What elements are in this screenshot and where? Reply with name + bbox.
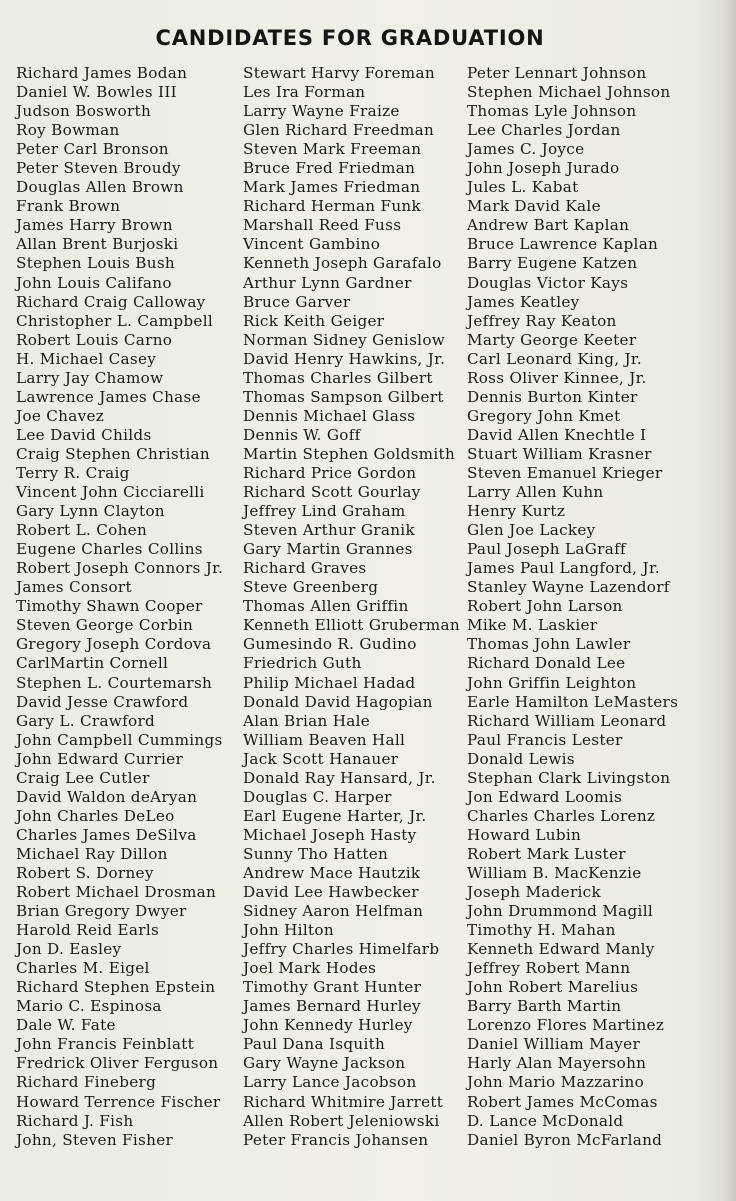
graduate-name: CarlMartin Cornell bbox=[16, 654, 169, 673]
graduate-name: Steven Arthur Granik bbox=[243, 521, 415, 540]
graduate-name: Jeffry Charles Himelfarb bbox=[243, 940, 440, 959]
graduate-name: Charles M. Eigel bbox=[16, 959, 150, 978]
graduate-name: Bruce Lawrence Kaplan bbox=[467, 235, 659, 254]
graduate-name: Robert James McComas bbox=[467, 1092, 658, 1111]
graduate-name: Ross Oliver Kinnee, Jr. bbox=[467, 368, 647, 387]
names-column-1 bbox=[16, 64, 241, 1150]
graduate-name: Stanley Wayne Lazendorf bbox=[467, 578, 670, 597]
graduate-name: Richard Herman Funk bbox=[243, 197, 422, 216]
graduate-name: Earle Hamilton LeMasters bbox=[467, 692, 679, 711]
graduate-name: Charles Charles Lorenz bbox=[467, 806, 656, 825]
graduate-name: Joseph Maderick bbox=[467, 883, 601, 902]
graduate-name: Richard James Bodan bbox=[16, 64, 188, 82]
graduate-name: Christopher L. Campbell bbox=[16, 311, 214, 330]
graduate-name: David Allen Knechtle I bbox=[467, 425, 647, 444]
graduate-name: Henry Kurtz bbox=[467, 502, 566, 521]
graduate-name: Kenneth Joseph Garafalo bbox=[243, 254, 442, 273]
graduate-name: Thomas Lyle Johnson bbox=[467, 102, 637, 121]
graduate-name: Lawrence James Chase bbox=[16, 387, 201, 406]
graduate-name: Frank Brown bbox=[16, 197, 121, 216]
graduate-name: James Consort bbox=[16, 578, 132, 597]
graduate-name: Paul Dana Isquith bbox=[243, 1035, 386, 1054]
graduate-name: Timothy H. Mahan bbox=[467, 921, 616, 940]
graduate-name: John Drummond Magill bbox=[467, 902, 654, 921]
graduate-name: Thomas Allen Griffin bbox=[243, 597, 409, 616]
graduate-name: Roy Bowman bbox=[16, 121, 120, 140]
graduate-name: John Louis Califano bbox=[16, 273, 172, 292]
graduate-name: Richard Stephen Epstein bbox=[16, 978, 216, 997]
graduate-name: Joe Chavez bbox=[16, 406, 105, 425]
graduate-name: Eugene Charles Collins bbox=[16, 540, 203, 559]
graduate-name: Daniel William Mayer bbox=[467, 1035, 641, 1054]
graduate-name: Peter Lennart Johnson bbox=[467, 64, 647, 82]
graduate-name: Gary Wayne Jackson bbox=[243, 1054, 406, 1073]
graduate-name: Gary Martin Grannes bbox=[243, 540, 413, 559]
graduate-name: James Bernard Hurley bbox=[243, 997, 421, 1016]
graduate-name: Stewart Harvy Foreman bbox=[243, 64, 435, 82]
graduate-name: Steven George Corbin bbox=[16, 616, 194, 635]
graduate-name: Stephen Michael Johnson bbox=[467, 83, 671, 102]
graduate-name: Dennis Burton Kinter bbox=[467, 387, 638, 406]
graduate-name: Paul Joseph LaGraff bbox=[467, 540, 626, 559]
graduate-name: John Griffin Leighton bbox=[467, 673, 637, 692]
graduate-name: Craig Lee Cutler bbox=[16, 768, 150, 787]
graduate-name: Jack Scott Hanauer bbox=[243, 749, 399, 768]
graduate-name: Larry Lance Jacobson bbox=[243, 1073, 417, 1092]
graduate-name: David Lee Hawbecker bbox=[243, 883, 419, 902]
graduate-name: Richard Graves bbox=[243, 559, 367, 578]
graduate-name: Stephan Clark Livingston bbox=[467, 768, 671, 787]
graduate-name: Larry Jay Chamow bbox=[16, 368, 164, 387]
graduate-name: Craig Stephen Christian bbox=[16, 444, 210, 463]
graduate-name: Robert Louis Carno bbox=[16, 330, 173, 349]
graduate-name: Lorenzo Flores Martinez bbox=[467, 1016, 665, 1035]
graduate-name: Barry Barth Martin bbox=[467, 997, 622, 1016]
graduate-name: Peter Steven Broudy bbox=[16, 159, 181, 178]
graduate-name: Peter Carl Bronson bbox=[16, 140, 169, 159]
graduate-name: Dennis Michael Glass bbox=[243, 406, 416, 425]
graduate-name: Dale W. Fate bbox=[16, 1016, 116, 1035]
graduate-name: Barry Eugene Katzen bbox=[467, 254, 638, 273]
graduate-name: Bruce Garver bbox=[243, 292, 351, 311]
graduate-name: James C. Joyce bbox=[467, 140, 585, 159]
graduate-name: Arthur Lynn Gardner bbox=[243, 273, 412, 292]
graduate-name: Daniel Byron McFarland bbox=[467, 1130, 663, 1149]
graduate-name: John Hilton bbox=[243, 921, 334, 940]
graduate-name: Paul Francis Lester bbox=[467, 730, 623, 749]
graduate-name: Lee David Childs bbox=[16, 425, 152, 444]
graduate-name: D. Lance McDonald bbox=[467, 1111, 624, 1130]
graduate-name: Terry R. Craig bbox=[16, 463, 130, 482]
graduate-name: Bruce Fred Friedman bbox=[243, 159, 416, 178]
graduate-name: Allan Brent Burjoski bbox=[16, 235, 179, 254]
graduate-name: Vincent Gambino bbox=[243, 235, 381, 254]
graduate-name: Richard Scott Gourlay bbox=[243, 483, 421, 502]
graduate-name: Gumesindo R. Gudino bbox=[243, 635, 417, 654]
graduate-name: Steven Emanuel Krieger bbox=[467, 463, 663, 482]
graduate-name: Harold Reid Earls bbox=[16, 921, 160, 940]
graduate-name: Richard Fineberg bbox=[16, 1073, 157, 1092]
graduate-name: Mark James Friedman bbox=[243, 178, 421, 197]
graduate-name: Charles James DeSilva bbox=[16, 825, 197, 844]
graduate-name: Douglas Allen Brown bbox=[16, 178, 184, 197]
graduate-name: Norman Sidney Genislow bbox=[243, 330, 446, 349]
graduate-name: Mark David Kale bbox=[467, 197, 601, 216]
graduate-name: Thomas Charles Gilbert bbox=[243, 368, 433, 387]
graduate-name: Allen Robert Jeleniowski bbox=[243, 1111, 440, 1130]
graduate-name: Howard Terrence Fischer bbox=[16, 1092, 221, 1111]
graduate-name: William Beaven Hall bbox=[243, 730, 406, 749]
graduate-name: John, Steven Fisher bbox=[16, 1130, 174, 1149]
graduate-name: William B. MacKenzie bbox=[467, 863, 642, 882]
page-title: CANDIDATES FOR GRADUATION bbox=[155, 26, 545, 50]
graduate-name: Fredrick Oliver Ferguson bbox=[16, 1054, 219, 1073]
graduate-name: James Paul Langford, Jr. bbox=[467, 559, 660, 578]
graduate-name: Brian Gregory Dwyer bbox=[16, 902, 187, 921]
names-column-3 bbox=[466, 64, 702, 1150]
graduate-name: Jeffrey Ray Keaton bbox=[467, 311, 617, 330]
graduate-name: Robert L. Cohen bbox=[16, 521, 148, 540]
graduate-name: John Francis Feinblatt bbox=[16, 1035, 195, 1054]
graduate-name: Friedrich Guth bbox=[243, 654, 362, 673]
page-edge-shadow bbox=[722, 0, 736, 1201]
graduate-name: Jules L. Kabat bbox=[467, 178, 579, 197]
graduate-name: Gregory Joseph Cordova bbox=[16, 635, 212, 654]
graduate-name: Gary L. Crawford bbox=[16, 711, 156, 730]
graduate-name: John Robert Marelius bbox=[467, 978, 639, 997]
graduate-name: Mario C. Espinosa bbox=[16, 997, 162, 1016]
graduate-name: Thomas John Lawler bbox=[467, 635, 631, 654]
graduate-name: Philip Michael Hadad bbox=[243, 673, 416, 692]
graduate-name: Gary Lynn Clayton bbox=[16, 502, 165, 521]
graduate-name: Lee Charles Jordan bbox=[467, 121, 621, 140]
graduate-name: Douglas C. Harper bbox=[243, 787, 392, 806]
graduate-name: James Harry Brown bbox=[16, 216, 173, 235]
graduate-name: Sidney Aaron Helfman bbox=[243, 902, 424, 921]
graduate-name: Jon D. Easley bbox=[16, 940, 122, 959]
graduate-name: Jeffrey Robert Mann bbox=[467, 959, 631, 978]
graduate-name: Joel Mark Hodes bbox=[243, 959, 377, 978]
graduate-name: Richard Price Gordon bbox=[243, 463, 417, 482]
graduate-name: Robert John Larson bbox=[467, 597, 623, 616]
graduate-name: Robert Joseph Connors Jr. bbox=[16, 559, 224, 578]
graduate-name: Donald David Hagopian bbox=[243, 692, 433, 711]
graduate-name: Richard J. Fish bbox=[16, 1111, 134, 1130]
graduate-name: Donald Lewis bbox=[467, 749, 575, 768]
graduate-name: Robert S. Dorney bbox=[16, 863, 154, 882]
graduate-name: John Edward Currier bbox=[16, 749, 184, 768]
graduate-name: Stephen Louis Bush bbox=[16, 254, 176, 273]
graduate-name: Vincent John Cicciarelli bbox=[16, 483, 205, 502]
graduate-name: Jeffrey Lind Graham bbox=[243, 502, 406, 521]
graduate-name: Steven Mark Freeman bbox=[243, 140, 422, 159]
graduate-name: Stephen L. Courtemarsh bbox=[16, 673, 213, 692]
graduate-name: Les Ira Forman bbox=[243, 83, 366, 102]
graduate-name: Michael Joseph Hasty bbox=[243, 825, 417, 844]
graduate-name: Rick Keith Geiger bbox=[243, 311, 385, 330]
graduate-name: Richard Whitmire Jarrett bbox=[243, 1092, 444, 1111]
graduate-name: Sunny Tho Hatten bbox=[243, 844, 389, 863]
graduate-name: Judson Bosworth bbox=[16, 102, 152, 121]
graduate-name: John Kennedy Hurley bbox=[243, 1016, 413, 1035]
graduate-name: Daniel W. Bowles III bbox=[16, 83, 177, 102]
graduate-name: Richard Craig Calloway bbox=[16, 292, 206, 311]
graduate-name: Robert Michael Drosman bbox=[16, 883, 217, 902]
graduate-name: John Charles DeLeo bbox=[16, 806, 175, 825]
graduate-name: Richard William Leonard bbox=[467, 711, 667, 730]
graduate-name: Jon Edward Loomis bbox=[467, 787, 623, 806]
graduate-name: Harly Alan Mayersohn bbox=[467, 1054, 647, 1073]
graduate-name: Michael Ray Dillon bbox=[16, 844, 168, 863]
graduate-name: Steve Greenberg bbox=[243, 578, 379, 597]
graduate-name: Donald Ray Hansard, Jr. bbox=[243, 768, 436, 787]
names-column-2 bbox=[241, 64, 467, 1150]
graduate-name: Andrew Bart Kaplan bbox=[467, 216, 630, 235]
graduate-name: David Jesse Crawford bbox=[16, 692, 189, 711]
graduate-name: Glen Joe Lackey bbox=[467, 521, 596, 540]
graduate-name: Mike M. Laskier bbox=[467, 616, 598, 635]
graduate-name: John Campbell Cummings bbox=[16, 730, 223, 749]
graduate-name: Andrew Mace Hautzik bbox=[243, 863, 421, 882]
graduate-name: Timothy Shawn Cooper bbox=[16, 597, 203, 616]
graduate-name: Kenneth Elliott Gruberman bbox=[243, 616, 460, 635]
graduate-name: Stuart William Krasner bbox=[467, 444, 652, 463]
graduate-name: Howard Lubin bbox=[467, 825, 582, 844]
graduate-name: Marshall Reed Fuss bbox=[243, 216, 402, 235]
graduate-name: Earl Eugene Harter, Jr. bbox=[243, 806, 427, 825]
graduate-name: Alan Brian Hale bbox=[243, 711, 371, 730]
graduate-name: Larry Wayne Fraize bbox=[243, 102, 400, 121]
graduate-name: John Mario Mazzarino bbox=[467, 1073, 645, 1092]
graduate-name: H. Michael Casey bbox=[16, 349, 157, 368]
graduate-name: Kenneth Edward Manly bbox=[467, 940, 655, 959]
graduate-name: David Henry Hawkins, Jr. bbox=[243, 349, 446, 368]
graduate-name: John Joseph Jurado bbox=[467, 159, 620, 178]
graduate-name: Douglas Victor Kays bbox=[467, 273, 629, 292]
graduate-name: Larry Allen Kuhn bbox=[467, 483, 604, 502]
graduate-name: Marty George Keeter bbox=[467, 330, 637, 349]
graduate-name: Robert Mark Luster bbox=[467, 844, 626, 863]
graduate-name: Carl Leonard King, Jr. bbox=[467, 349, 642, 368]
graduate-name: Glen Richard Freedman bbox=[243, 121, 435, 140]
graduate-name: Richard Donald Lee bbox=[467, 654, 626, 673]
graduate-name: James Keatley bbox=[467, 292, 580, 311]
graduate-name: Timothy Grant Hunter bbox=[243, 978, 422, 997]
graduate-name: Dennis W. Goff bbox=[243, 425, 361, 444]
graduate-name: Martin Stephen Goldsmith bbox=[243, 444, 456, 463]
graduate-name: Thomas Sampson Gilbert bbox=[243, 387, 444, 406]
graduate-name: Gregory John Kmet bbox=[467, 406, 621, 425]
graduate-name: David Waldon deAryan bbox=[16, 787, 198, 806]
graduate-name: Peter Francis Johansen bbox=[243, 1130, 429, 1149]
